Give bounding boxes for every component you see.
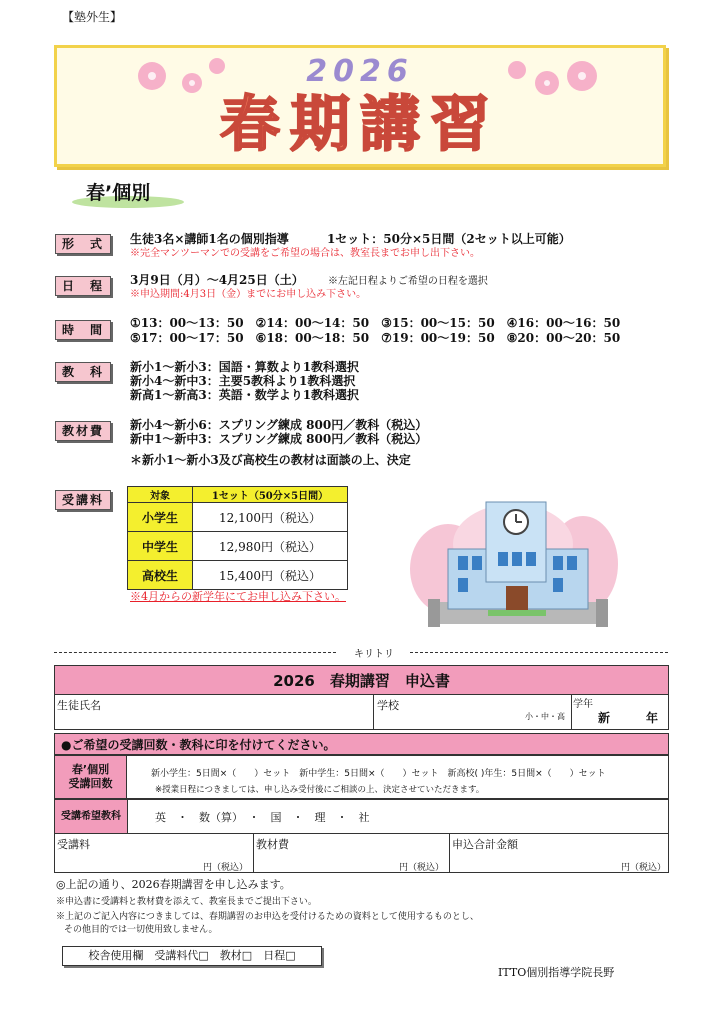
label-subjects: 教 科 [55,362,111,382]
form-instruction: ●ご希望の受講回数・教科に印を付けてください。 [54,733,669,755]
count-note: ※授業日程につきましては、申し込み受付後にご相談の上、決定させていただきます。 [155,785,485,795]
form-row-student [54,694,669,730]
subject-options: 英 ・ 数（算） ・ 国 ・ 理 ・ 社 [155,811,370,824]
office-use-box: 校舎使用欄 受講料代□ 教材□ 日程□ [62,946,322,966]
fee-note: ※4月からの新学年にてお申し込み下さい。 [130,590,346,603]
schedule-dates: 3月9日（月）～4月25日（土） [130,273,304,287]
count-label-cell [55,756,127,798]
form-row-count [54,755,669,799]
materials-line2: 新中1～新中3：スプリング練成 800円／教科（税込） [130,432,428,446]
label-fees: 受講料 [55,490,111,510]
fee-target: 小学生 [128,503,193,532]
school-name: ITTO個別指導学院長野 [498,966,615,979]
divider [571,695,572,729]
banner-year: 2026 [306,54,414,89]
school-label: 学校 [377,699,399,712]
subject-label: 受講希望教科 [55,800,128,833]
materials-line3: ＊新小1～新小3及び高校生の教材は面談の上、決定 [130,453,411,467]
form-row-fees [54,833,669,873]
footer-line2: ※申込書に受講料と教材費を添えて、教室長までご提出下さい。 [56,897,317,907]
school-building-illustration [408,494,618,634]
footer-line1: ◎上記の通り、2026春期講習を申し込みます。 [56,878,291,891]
fee-yen: 円（税込） [203,863,249,873]
label-schedule: 日 程 [55,276,111,296]
time-line2: ⑤17：00～17：50 ⑥18：00～18：50 ⑦19：00～19：50 ⑧20：00～20：50 [130,331,621,345]
format-note: ※完全マンツーマンでの受講をご希望の場合は、教室長までお申し出下さい。 [130,248,480,259]
label-format: 形 式 [55,234,111,254]
course-name: 春’個別 [86,182,151,204]
fee-header-target: 対象 [128,487,193,503]
grade-value: 新 年 [598,711,659,725]
time-line1: ①13：00～13：50 ②14：00～14：50 ③15：00～15：50 ④16：00～16：50 [130,316,621,330]
count-label1: 春’個別 [71,763,110,776]
subjects-line1: 新小1～新小3：国語・算数より1教科選択 [130,360,360,374]
fee-price: 15,400円（税込） [193,561,348,590]
total-yen: 円（税込） [621,863,667,873]
fee-table [127,486,348,590]
fee-label: 受講料 [57,838,90,851]
divider [449,834,450,872]
table-row [128,561,348,590]
material-yen: 円（税込） [399,863,445,873]
count-label2: 受講回数 [68,777,113,790]
header-tag: 【塾外生】 [62,10,123,24]
fee-target: 高校生 [128,561,193,590]
divider [373,695,374,729]
schedule-note: ※申込期間:4月3日（金）までにお申し込み下さい。 [130,289,367,300]
material-fee-label: 教材費 [256,838,289,851]
materials-line1: 新小4～新小6：スプリング練成 800円／教科（税込） [130,418,428,432]
divider [253,834,254,872]
schedule-choice: ※左記日程よりご希望の日程を選択 [327,276,488,287]
fee-price: 12,980円（税込） [193,532,348,561]
cut-line-left [54,652,336,653]
subjects-line2: 新小4～新中3：主要5教科より1教科選択 [130,374,356,388]
footer-line3: ※上記のご記入内容につきましては、春期講習のお申込を受付けるための資料として使用するものとし、 [56,912,479,922]
format-desc: 生徒3名×講師1名の個別指導 [130,232,289,246]
schedule-line1 [130,273,488,289]
label-materials: 教材費 [55,421,111,441]
subjects-line3: 新高1～新高3：英語・数学より1教科選択 [130,388,360,402]
school-types: 小・中・高 [525,712,565,721]
table-row [128,532,348,561]
footer-line4: その他目的では一切使用致しません。 [64,925,218,935]
form-title: 2026 春期講習 申込書 [54,665,669,695]
form-row-subjects [54,799,669,834]
table-row [128,503,348,532]
student-name-label: 生徒氏名 [57,699,101,712]
banner-title: 春期講習 [220,90,500,160]
format-set: 1セット：50分×5日間（2セット以上可能） [326,232,571,246]
grade-label: 学年 [573,699,593,710]
count-line: 新小学生：5日間×（ ）セット 新中学生：5日間×（ ）セット 新高校( )年生：5日間×（ ）セット [151,769,606,779]
label-time: 時 間 [55,320,111,340]
fee-price: 12,100円（税込） [193,503,348,532]
cut-line-label: キリトリ [354,649,394,660]
total-label: 申込合計金額 [452,838,518,851]
fee-table-header [128,487,348,503]
format-line1 [130,232,571,246]
fee-header-set: 1セット（50分×5日間） [193,487,348,503]
banner [54,45,666,167]
fee-target: 中学生 [128,532,193,561]
cut-line-right [410,652,668,653]
